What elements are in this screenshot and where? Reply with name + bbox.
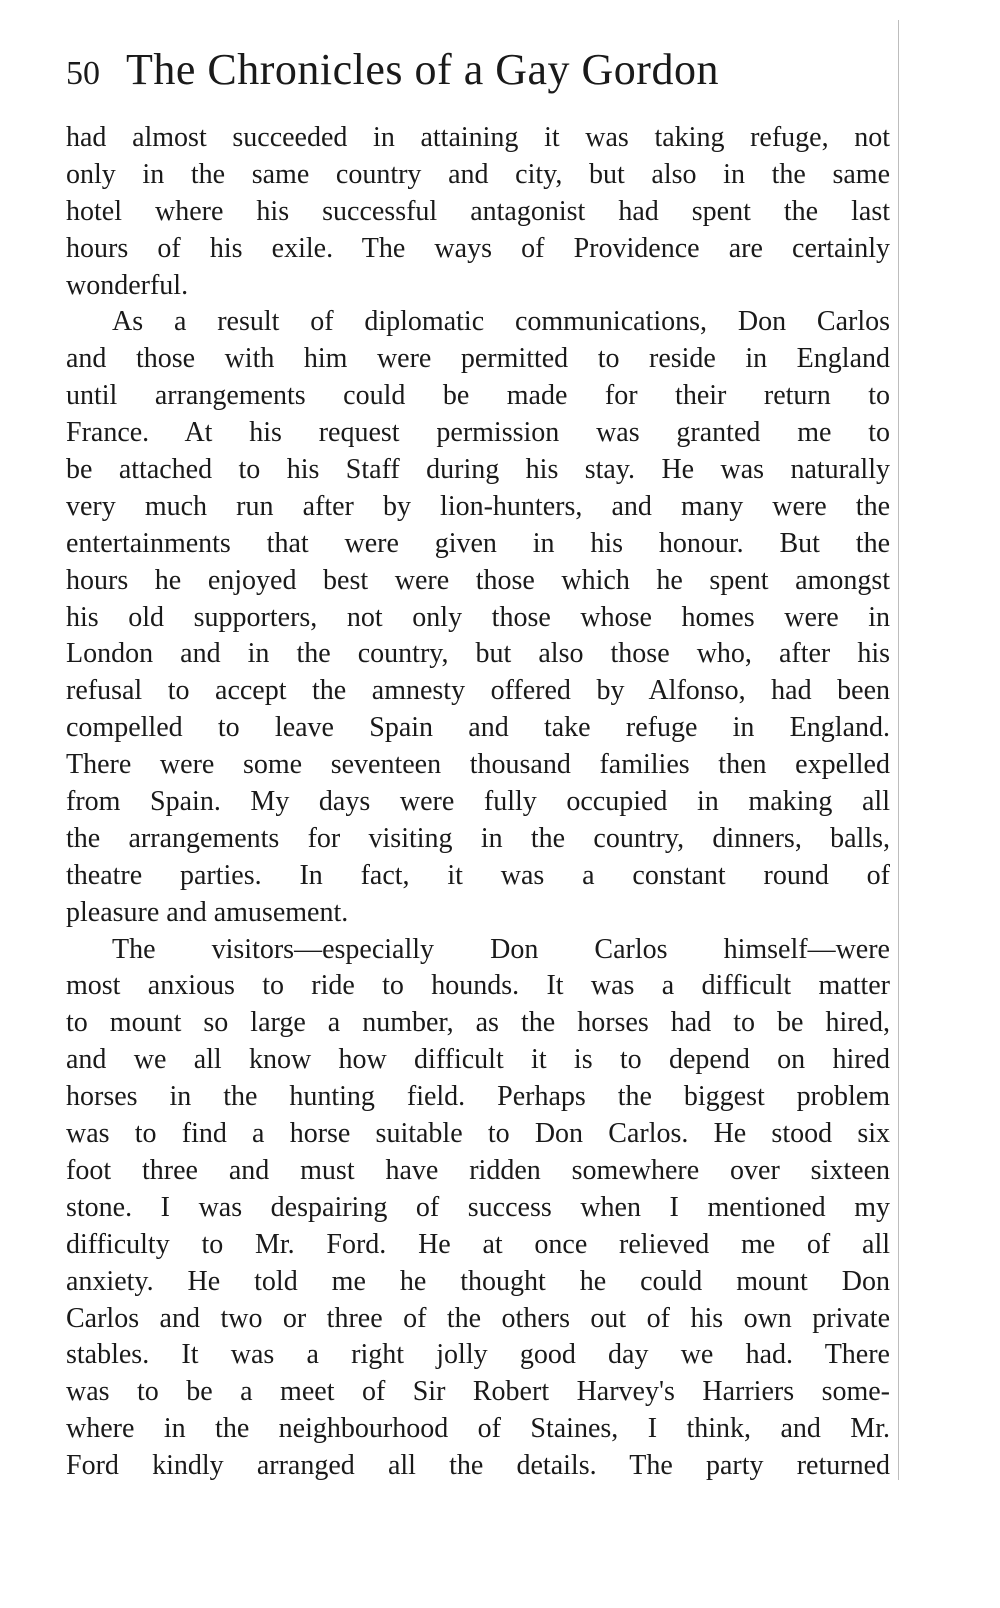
paragraph bbox=[66, 932, 890, 1485]
text-line: France. At his request permission was granted me to bbox=[66, 417, 890, 449]
text-line: had almost succeeded in attaining it was taking refuge, not bbox=[66, 122, 890, 153]
text-line: foot three and must have ridden somewhere over sixteen bbox=[66, 1154, 890, 1186]
text-line: only in the same country and city, but also in the same bbox=[66, 158, 890, 190]
text-line: Carlos and two or three of the others out of his own private bbox=[66, 1302, 890, 1334]
paragraph bbox=[66, 304, 890, 931]
text-line: theatre parties. In fact, it was a constant round of bbox=[66, 859, 890, 891]
page-edge-line bbox=[898, 20, 899, 1480]
running-title: The Chronicles of a Gay Gordon bbox=[126, 45, 719, 94]
text-line: There were some seventeen thousand families then expelled bbox=[66, 749, 890, 781]
text-line: The visitors—especially Don Carlos himself—were bbox=[112, 933, 890, 965]
page-number: 50 bbox=[66, 55, 100, 92]
text-line: hours of his exile. The ways of Providence are certainly bbox=[66, 232, 890, 264]
text-line: horses in the hunting field. Perhaps the biggest problem bbox=[66, 1081, 890, 1113]
text-line: his old supporters, not only those whose homes were in bbox=[66, 601, 890, 633]
text-line: and we all know how difficult it is to depend on hired bbox=[66, 1044, 890, 1076]
text-line: most anxious to ride to hounds. It was a difficult matter bbox=[66, 970, 890, 1002]
text-line: was to find a horse suitable to Don Carlos. He stood six bbox=[66, 1118, 890, 1150]
text-line: stables. It was a right jolly good day we had. There bbox=[66, 1339, 890, 1371]
text-line: anxiety. He told me he thought he could mount Don bbox=[66, 1265, 890, 1297]
text-line: was to be a meet of Sir Robert Harvey's Harriers some- bbox=[66, 1376, 890, 1408]
running-header bbox=[66, 44, 866, 114]
text-line: from Spain. My days were fully occupied in making all bbox=[66, 786, 890, 818]
text-line: pleasure and amusement. bbox=[66, 896, 349, 928]
text-line: to mount so large a number, as the horses had to be hired, bbox=[66, 1007, 890, 1039]
text-line: compelled to leave Spain and take refuge in England. bbox=[66, 712, 890, 744]
paragraph bbox=[66, 120, 890, 304]
text-line: until arrangements could be made for their return to bbox=[66, 380, 890, 412]
text-line: where in the neighbourhood of Staines, I think, and Mr. bbox=[66, 1413, 890, 1445]
text-line: refusal to accept the amnesty offered by Alfonso, had been bbox=[66, 675, 890, 707]
text-line: As a result of diplomatic communications, Don Carlos bbox=[112, 306, 890, 338]
text-line: wonderful. bbox=[66, 269, 189, 301]
text-line: hotel where his successful antagonist had spent the last bbox=[66, 195, 890, 227]
text-line: entertainments that were given in his honour. But the bbox=[66, 527, 890, 559]
text-line: difficulty to Mr. Ford. He at once relieved me of all bbox=[66, 1228, 890, 1260]
text-line: be attached to his Staff during his stay. He was naturally bbox=[66, 454, 890, 486]
text-line: and those with him were permitted to reside in England bbox=[66, 343, 890, 375]
body-text bbox=[66, 120, 890, 1485]
text-line: the arrangements for visiting in the country, dinners, balls, bbox=[66, 822, 890, 854]
text-line: London and in the country, but also those who, after his bbox=[66, 638, 890, 670]
text-line: stone. I was despairing of success when I mentioned my bbox=[66, 1191, 890, 1223]
text-line: hours he enjoyed best were those which he spent amongst bbox=[66, 564, 890, 596]
text-line: very much run after by lion-hunters, and many were the bbox=[66, 490, 890, 522]
text-line: Ford kindly arranged all the details. The party returned bbox=[66, 1450, 890, 1482]
